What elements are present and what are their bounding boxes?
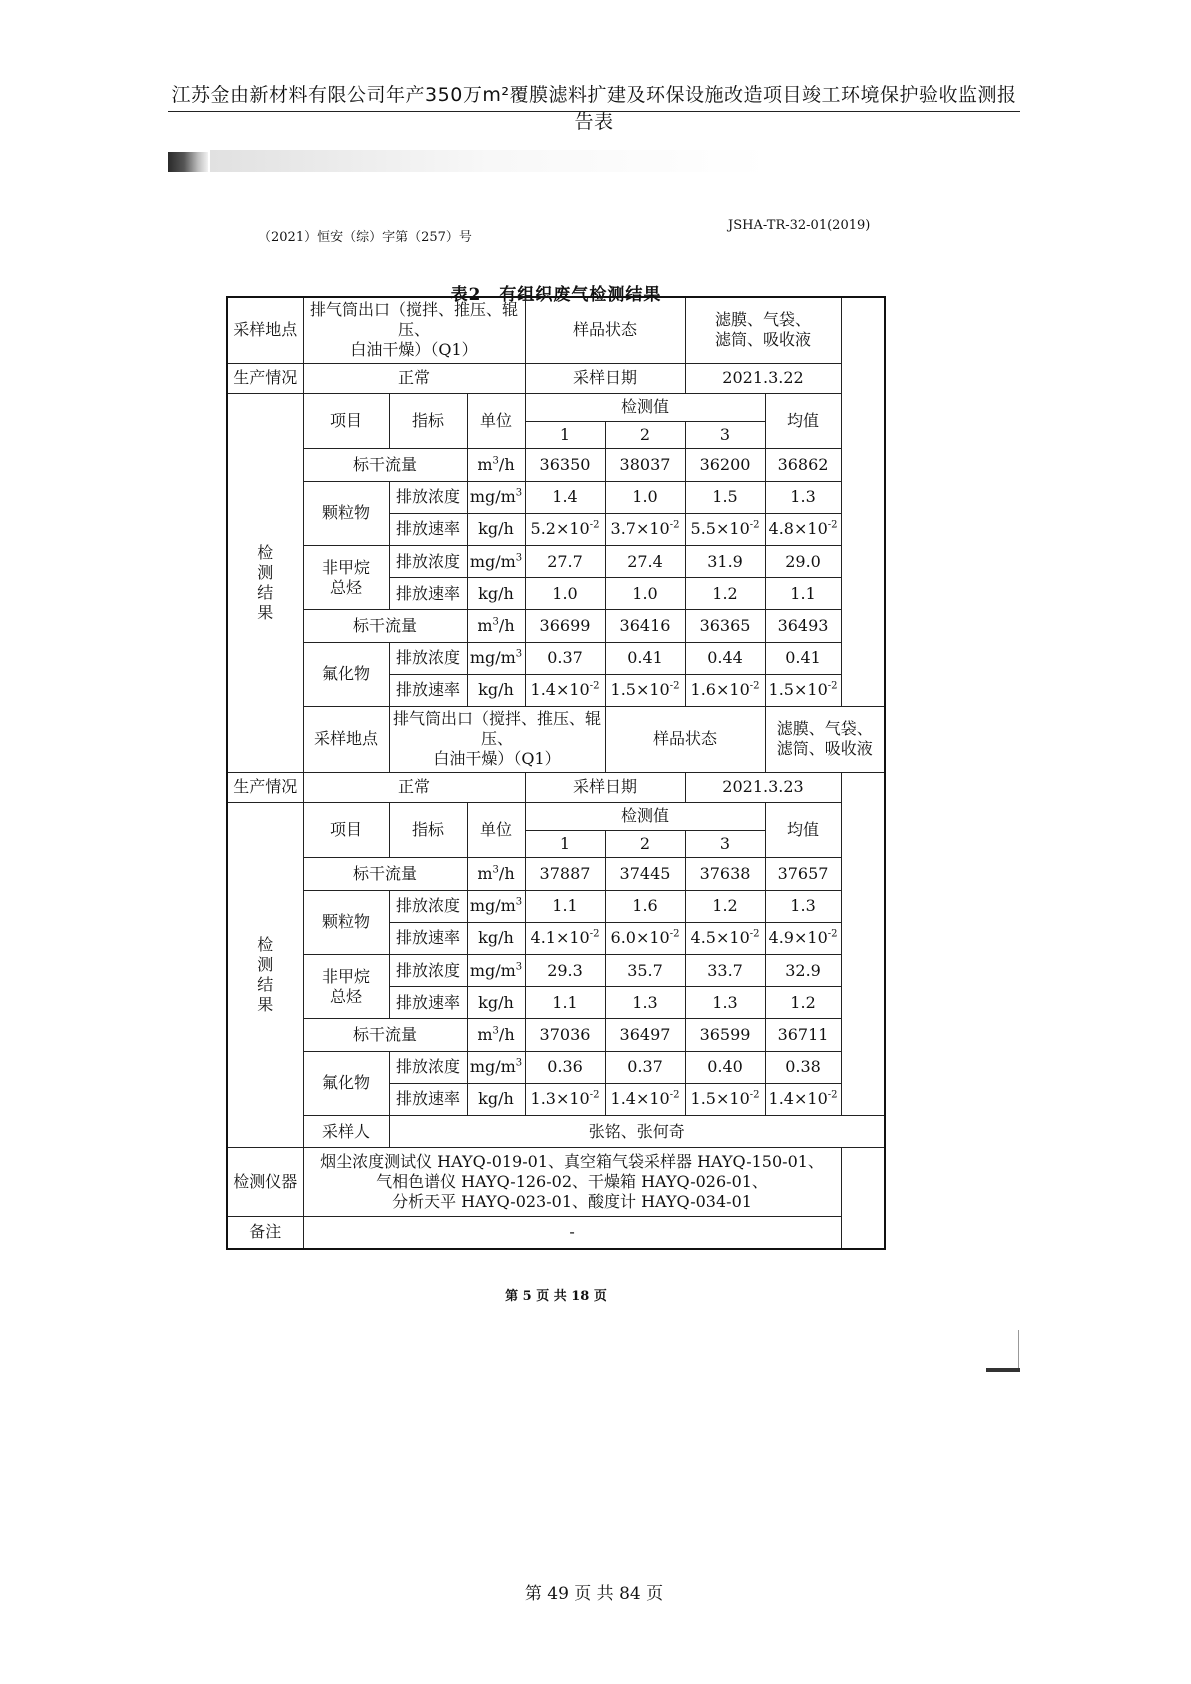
flow-value-2: 37445 bbox=[605, 858, 685, 890]
nmhc-concentration-mean: 32.9 bbox=[765, 955, 841, 987]
table-row bbox=[227, 707, 885, 773]
production-value: 正常 bbox=[303, 363, 525, 393]
flow-value-1: 36699 bbox=[525, 610, 605, 642]
flow-value-3: 36365 bbox=[685, 610, 765, 642]
table-row bbox=[227, 1216, 885, 1249]
document-header: 江苏金由新材料有限公司年产350万m²覆膜滤料扩建及环保设施改造项目竣工环境保护验收监测报告表 bbox=[171, 84, 1017, 133]
header-col-1: 1 bbox=[525, 830, 605, 858]
table-row bbox=[227, 393, 885, 421]
instrument-value: 烟尘浓度测试仪 HAYQ-019-01、真空箱气袋采样器 HAYQ-150-01、 气相色谱仪 HAYQ-126-02、干燥箱 HAYQ-026-01、 分析天平 HAYQ-023-01、酸度计 HAYQ-034-01 bbox=[303, 1148, 841, 1217]
table-row bbox=[227, 297, 885, 363]
fluoride-concentration-mean: 0.41 bbox=[765, 642, 841, 674]
unit-rate: kg/h bbox=[467, 513, 525, 545]
flow-value-2: 38037 bbox=[605, 449, 685, 481]
fluoride-concentration-value-1: 0.37 bbox=[525, 642, 605, 674]
particulate-concentration-value-2: 1.6 bbox=[605, 890, 685, 922]
header-unit: 单位 bbox=[467, 802, 525, 858]
scan-margin-mark bbox=[986, 1368, 1020, 1372]
results-table-body bbox=[227, 297, 885, 1249]
label-rate: 排放速率 bbox=[389, 674, 467, 706]
nmhc-concentration-mean: 29.0 bbox=[765, 546, 841, 578]
inner-page-number: 第 5 页 共 18 页 bbox=[505, 1289, 607, 1304]
scan-smudge-artifact bbox=[210, 150, 770, 172]
label-production: 生产情况 bbox=[227, 772, 303, 802]
table-row bbox=[227, 1051, 885, 1083]
unit-flow: $m^3/h$ bbox=[467, 858, 525, 890]
flow-value-1: 37036 bbox=[525, 1019, 605, 1051]
label-rate: 排放速率 bbox=[389, 578, 467, 610]
nmhc-rate-mean: 1.2 bbox=[765, 987, 841, 1019]
flow-value-3: 37638 bbox=[685, 858, 765, 890]
table-row bbox=[227, 1148, 885, 1217]
fluoride-concentration-mean: 0.38 bbox=[765, 1051, 841, 1083]
fluoride-rate-mean: $1.5\times 10^{-2}$ bbox=[765, 674, 841, 706]
nmhc-rate-value-3: 1.2 bbox=[685, 578, 765, 610]
unit-concentration: $mg/m^3$ bbox=[467, 481, 525, 513]
sampler-value: 张铭、张何奇 bbox=[389, 1116, 885, 1148]
header-item: 项目 bbox=[303, 802, 389, 858]
table-row bbox=[227, 802, 885, 830]
particulate-concentration-mean: 1.3 bbox=[765, 890, 841, 922]
label-concentration: 排放浓度 bbox=[389, 1051, 467, 1083]
unit-concentration: $mg/m^3$ bbox=[467, 890, 525, 922]
outer-page-number: 第 49 页 共 84 页 bbox=[524, 1584, 664, 1604]
sampling-date-value: 2021.3.22 bbox=[685, 363, 841, 393]
label-particulate: 颗粒物 bbox=[303, 890, 389, 954]
label-remark: 备注 bbox=[227, 1216, 303, 1249]
header-col-3: 3 bbox=[685, 421, 765, 449]
table-row bbox=[227, 1019, 885, 1051]
unit-rate: kg/h bbox=[467, 922, 525, 954]
label-rate: 排放速率 bbox=[389, 922, 467, 954]
flow-mean: 36862 bbox=[765, 449, 841, 481]
nmhc-concentration-value-1: 29.3 bbox=[525, 955, 605, 987]
remark-value: - bbox=[303, 1216, 841, 1249]
header-item: 项目 bbox=[303, 393, 389, 449]
label-sampling-date: 采样日期 bbox=[525, 363, 685, 393]
header-indicator: 指标 bbox=[389, 802, 467, 858]
unit-concentration: $mg/m^3$ bbox=[467, 546, 525, 578]
scan-edge-artifact bbox=[168, 152, 208, 172]
nmhc-concentration-value-3: 33.7 bbox=[685, 955, 765, 987]
flow-mean: 37657 bbox=[765, 858, 841, 890]
header-test-value: 检测值 bbox=[525, 393, 765, 421]
fluoride-concentration-value-3: 0.40 bbox=[685, 1051, 765, 1083]
label-concentration: 排放浓度 bbox=[389, 890, 467, 922]
flow-value-3: 36200 bbox=[685, 449, 765, 481]
particulate-rate-value-2: $6.0\times 10^{-2}$ bbox=[605, 922, 685, 954]
label-test-results: 检 测 结 果 bbox=[227, 802, 303, 1148]
unit-concentration: $mg/m^3$ bbox=[467, 642, 525, 674]
particulate-concentration-mean: 1.3 bbox=[765, 481, 841, 513]
label-rate: 排放速率 bbox=[389, 1083, 467, 1115]
label-production: 生产情况 bbox=[227, 363, 303, 393]
label-sampling-date: 采样日期 bbox=[525, 772, 685, 802]
sampling-date-value: 2021.3.23 bbox=[685, 772, 841, 802]
fluoride-rate-value-1: $1.3\times 10^{-2}$ bbox=[525, 1083, 605, 1115]
label-instrument: 检测仪器 bbox=[227, 1148, 303, 1217]
table-row bbox=[227, 363, 885, 393]
header-test-value: 检测值 bbox=[525, 802, 765, 830]
particulate-rate-value-1: $4.1\times 10^{-2}$ bbox=[525, 922, 605, 954]
nmhc-concentration-value-2: 27.4 bbox=[605, 546, 685, 578]
particulate-concentration-value-2: 1.0 bbox=[605, 481, 685, 513]
table-row bbox=[227, 858, 885, 890]
unit-rate: kg/h bbox=[467, 1083, 525, 1115]
label-test-results: 检 测 结 果 bbox=[227, 393, 303, 772]
sample-state-value: 滤膜、气袋、 滤筒、吸收液 bbox=[765, 707, 885, 773]
flow-mean: 36711 bbox=[765, 1019, 841, 1051]
particulate-rate-value-2: $3.7\times 10^{-2}$ bbox=[605, 513, 685, 545]
particulate-rate-mean: $4.8\times 10^{-2}$ bbox=[765, 513, 841, 545]
label-sampling-site: 采样地点 bbox=[227, 297, 303, 363]
label-concentration: 排放浓度 bbox=[389, 546, 467, 578]
fluoride-rate-value-2: $1.5\times 10^{-2}$ bbox=[605, 674, 685, 706]
particulate-rate-value-3: $4.5\times 10^{-2}$ bbox=[685, 922, 765, 954]
header-col-3: 3 bbox=[685, 830, 765, 858]
nmhc-rate-value-3: 1.3 bbox=[685, 987, 765, 1019]
flow-value-1: 36350 bbox=[525, 449, 605, 481]
label-flow: 标干流量 bbox=[303, 449, 467, 481]
fluoride-rate-value-1: $1.4\times 10^{-2}$ bbox=[525, 674, 605, 706]
table-row bbox=[227, 481, 885, 513]
label-concentration: 排放浓度 bbox=[389, 481, 467, 513]
table-row bbox=[227, 772, 885, 802]
table-row bbox=[227, 610, 885, 642]
nmhc-rate-value-1: 1.0 bbox=[525, 578, 605, 610]
label-rate: 排放速率 bbox=[389, 987, 467, 1019]
particulate-rate-mean: $4.9\times 10^{-2}$ bbox=[765, 922, 841, 954]
flow-value-1: 37887 bbox=[525, 858, 605, 890]
flow-value-2: 36497 bbox=[605, 1019, 685, 1051]
header-rule bbox=[168, 111, 1020, 112]
header-mean: 均值 bbox=[765, 393, 841, 449]
nmhc-concentration-value-1: 27.7 bbox=[525, 546, 605, 578]
unit-concentration: $mg/m^3$ bbox=[467, 1051, 525, 1083]
label-concentration: 排放浓度 bbox=[389, 955, 467, 987]
label-sample-state: 样品状态 bbox=[605, 707, 765, 773]
sampling-site-value: 排气筒出口（搅拌、推压、辊压、 白油干燥）（Q1） bbox=[389, 707, 605, 773]
particulate-concentration-value-3: 1.5 bbox=[685, 481, 765, 513]
particulate-concentration-value-1: 1.1 bbox=[525, 890, 605, 922]
fluoride-concentration-value-2: 0.37 bbox=[605, 1051, 685, 1083]
label-sampling-site: 采样地点 bbox=[303, 707, 389, 773]
nmhc-concentration-value-2: 35.7 bbox=[605, 955, 685, 987]
fluoride-rate-value-3: $1.6\times 10^{-2}$ bbox=[685, 674, 765, 706]
nmhc-rate-value-2: 1.0 bbox=[605, 578, 685, 610]
table-row bbox=[227, 642, 885, 674]
table-title: 表2 有组织废气检测结果 bbox=[450, 285, 662, 305]
unit-flow: $m^3/h$ bbox=[467, 610, 525, 642]
unit-rate: kg/h bbox=[467, 674, 525, 706]
header-col-2: 2 bbox=[605, 830, 685, 858]
sampling-site-value: 排气筒出口（搅拌、推压、辊压、 白油干燥）（Q1） bbox=[303, 297, 525, 363]
unit-rate: kg/h bbox=[467, 987, 525, 1019]
particulate-rate-value-3: $5.5\times 10^{-2}$ bbox=[685, 513, 765, 545]
sample-state-value: 滤膜、气袋、 滤筒、吸收液 bbox=[685, 297, 841, 363]
header-indicator: 指标 bbox=[389, 393, 467, 449]
label-nmhc: 非甲烷 总烃 bbox=[303, 955, 389, 1019]
fluoride-concentration-value-2: 0.41 bbox=[605, 642, 685, 674]
label-fluoride: 氟化物 bbox=[303, 642, 389, 706]
nmhc-rate-value-1: 1.1 bbox=[525, 987, 605, 1019]
header-mean: 均值 bbox=[765, 802, 841, 858]
flow-mean: 36493 bbox=[765, 610, 841, 642]
fluoride-rate-mean: $1.4\times 10^{-2}$ bbox=[765, 1083, 841, 1115]
fluoride-concentration-value-1: 0.36 bbox=[525, 1051, 605, 1083]
report-number: （2021）恒安（综）字第（257）号 bbox=[258, 230, 472, 245]
flow-value-3: 36599 bbox=[685, 1019, 765, 1051]
header-col-2: 2 bbox=[605, 421, 685, 449]
production-value: 正常 bbox=[303, 772, 525, 802]
results-table bbox=[226, 296, 886, 1250]
flow-value-2: 36416 bbox=[605, 610, 685, 642]
table-row bbox=[227, 546, 885, 578]
table-row bbox=[227, 955, 885, 987]
label-concentration: 排放浓度 bbox=[389, 642, 467, 674]
fluoride-rate-value-2: $1.4\times 10^{-2}$ bbox=[605, 1083, 685, 1115]
label-fluoride: 氟化物 bbox=[303, 1051, 389, 1115]
unit-rate: kg/h bbox=[467, 578, 525, 610]
header-unit: 单位 bbox=[467, 393, 525, 449]
nmhc-concentration-value-3: 31.9 bbox=[685, 546, 765, 578]
scan-margin-line bbox=[1018, 1330, 1019, 1370]
label-nmhc: 非甲烷 总烃 bbox=[303, 546, 389, 610]
label-rate: 排放速率 bbox=[389, 513, 467, 545]
particulate-concentration-value-3: 1.2 bbox=[685, 890, 765, 922]
label-flow: 标干流量 bbox=[303, 610, 467, 642]
unit-flow: $m^3/h$ bbox=[467, 1019, 525, 1051]
particulate-rate-value-1: $5.2\times 10^{-2}$ bbox=[525, 513, 605, 545]
unit-concentration: $mg/m^3$ bbox=[467, 955, 525, 987]
table-row bbox=[227, 890, 885, 922]
nmhc-rate-value-2: 1.3 bbox=[605, 987, 685, 1019]
unit-flow: $m^3/h$ bbox=[467, 449, 525, 481]
label-flow: 标干流量 bbox=[303, 858, 467, 890]
fluoride-rate-value-3: $1.5\times 10^{-2}$ bbox=[685, 1083, 765, 1115]
particulate-concentration-value-1: 1.4 bbox=[525, 481, 605, 513]
header-col-1: 1 bbox=[525, 421, 605, 449]
label-sampler: 采样人 bbox=[303, 1116, 389, 1148]
report-code: JSHA-TR-32-01(2019) bbox=[728, 218, 871, 233]
nmhc-rate-mean: 1.1 bbox=[765, 578, 841, 610]
table-row bbox=[227, 1116, 885, 1148]
label-particulate: 颗粒物 bbox=[303, 481, 389, 545]
label-sample-state: 样品状态 bbox=[525, 297, 685, 363]
label-flow: 标干流量 bbox=[303, 1019, 467, 1051]
fluoride-concentration-value-3: 0.44 bbox=[685, 642, 765, 674]
table-row bbox=[227, 449, 885, 481]
